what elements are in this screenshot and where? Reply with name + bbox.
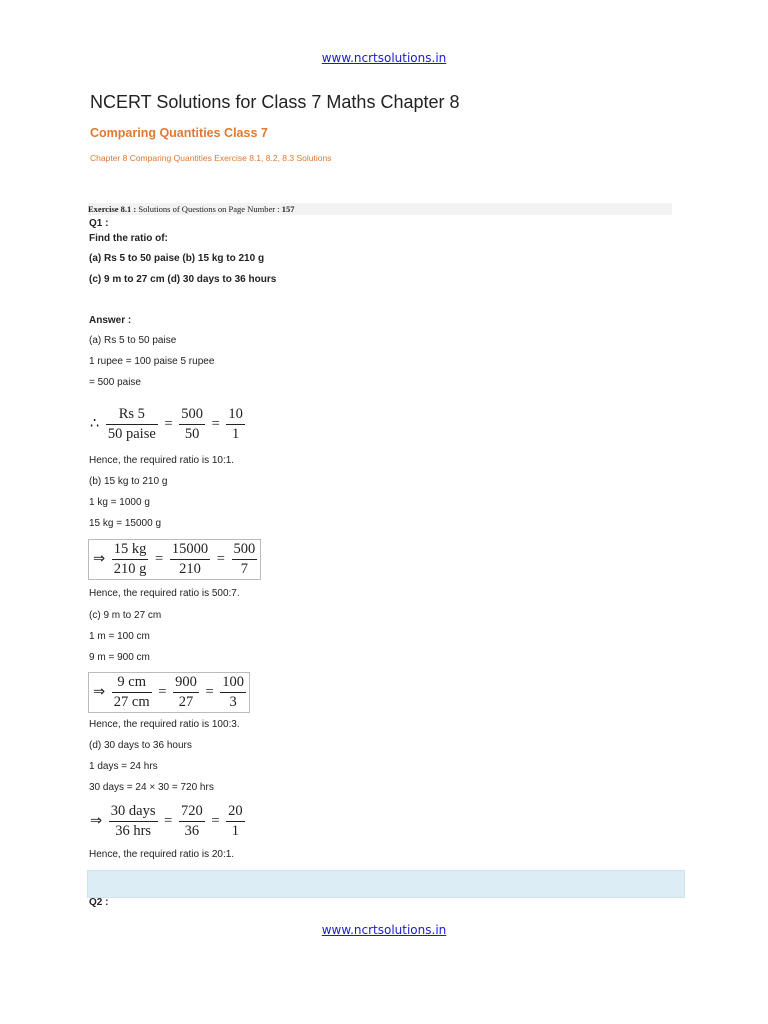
- fraction: $\frac{15000}{210}$: [171, 541, 209, 577]
- part-d-result: Hence, the required ratio is 20:1.: [89, 849, 235, 860]
- equals-sign: =: [205, 684, 214, 700]
- part-a-result: Hence, the required ratio is 10:1.: [89, 455, 235, 466]
- q1-line-2: (a) Rs 5 to 50 paise (b) 15 kg to 210 g: [89, 253, 265, 264]
- implies-arrow: ⇒: [90, 813, 103, 829]
- equals-sign: =: [155, 551, 164, 567]
- part-a-line-2: 1 rupee = 100 paise 5 rupee: [89, 356, 215, 367]
- part-c-line-3: 9 m = 900 cm: [89, 652, 150, 663]
- fraction: $\frac{100}{3}$: [222, 674, 244, 710]
- fraction: $\frac{20}{1}$: [228, 803, 243, 839]
- part-a-line-3: = 500 paise: [89, 377, 141, 388]
- part-a-formula: [88, 405, 246, 444]
- fraction: $\frac{10}{1}$: [228, 406, 243, 442]
- fraction: $\frac{\text{30 days}}{\text{36 hrs}}$: [110, 803, 156, 839]
- exercise-label: Exercise 8.1 :: [88, 204, 137, 214]
- fraction: $\frac{500}{50}$: [181, 406, 203, 442]
- fraction: $\frac{15 kg}{210 g}$: [113, 541, 147, 577]
- question-separator-bar: [87, 870, 685, 898]
- part-b-line-2: 1 kg = 1000 g: [89, 497, 150, 508]
- chapter-description: Chapter 8 Comparing Quantities Exercise 8.1, 8.2, 8.3 Solutions: [90, 153, 332, 163]
- part-a-line-1: (a) Rs 5 to 50 paise: [89, 335, 177, 346]
- part-c-line-1: (c) 9 m to 27 cm: [89, 610, 162, 621]
- part-d-line-3: 30 days = 24 × 30 = 720 hrs: [89, 782, 214, 793]
- part-d-line-1: (d) 30 days to 36 hours: [89, 740, 192, 751]
- fraction: $\frac{900}{27}$: [175, 674, 197, 710]
- implies-arrow: ⇒: [93, 684, 106, 700]
- therefore-symbol: ∴: [90, 416, 100, 432]
- part-d-line-2: 1 days = 24 hrs: [89, 761, 158, 772]
- exercise-header: [88, 203, 672, 215]
- exercise-text: Solutions of Questions on Page Number :: [138, 204, 280, 214]
- equals-sign: =: [164, 416, 173, 432]
- equals-sign: =: [158, 684, 167, 700]
- part-b-formula: [88, 539, 261, 580]
- site-link-top[interactable]: www.ncrtsolutions.in: [321, 51, 447, 65]
- q1-line-1: Find the ratio of:: [89, 233, 168, 244]
- page-subtitle: Comparing Quantities Class 7: [90, 126, 268, 140]
- equals-sign: =: [211, 813, 220, 829]
- part-b-line-3: 15 kg = 15000 g: [89, 518, 162, 529]
- equals-sign: =: [211, 416, 220, 432]
- fraction: $\frac{9 cm}{27 cm}$: [113, 674, 150, 710]
- fraction: $\frac{Rs 5}{\text{50 paise}}$: [107, 406, 156, 442]
- equals-sign: =: [216, 551, 225, 567]
- implies-arrow: ⇒: [93, 551, 106, 567]
- part-d-formula: [88, 802, 246, 841]
- q1-label: Q1 :: [89, 218, 109, 229]
- answer-label: Answer :: [89, 315, 132, 326]
- part-c-result: Hence, the required ratio is 100:3.: [89, 719, 240, 730]
- fraction: $\frac{720}{36}$: [180, 803, 203, 839]
- part-b-line-1: (b) 15 kg to 210 g: [89, 476, 168, 487]
- exercise-page-number: 157: [281, 204, 295, 214]
- part-c-line-2: 1 m = 100 cm: [89, 631, 150, 642]
- site-link-bottom[interactable]: www.ncrtsolutions.in: [321, 923, 447, 937]
- part-c-formula: [88, 672, 250, 713]
- fraction: $\frac{500}{7}$: [233, 541, 256, 577]
- page-title: NCERT Solutions for Class 7 Maths Chapter 8: [90, 92, 460, 112]
- q1-line-3: (c) 9 m to 27 cm (d) 30 days to 36 hours: [89, 274, 277, 285]
- q2-label: Q2 :: [89, 897, 109, 908]
- part-b-result: Hence, the required ratio is 500:7.: [89, 588, 240, 599]
- equals-sign: =: [164, 813, 173, 829]
